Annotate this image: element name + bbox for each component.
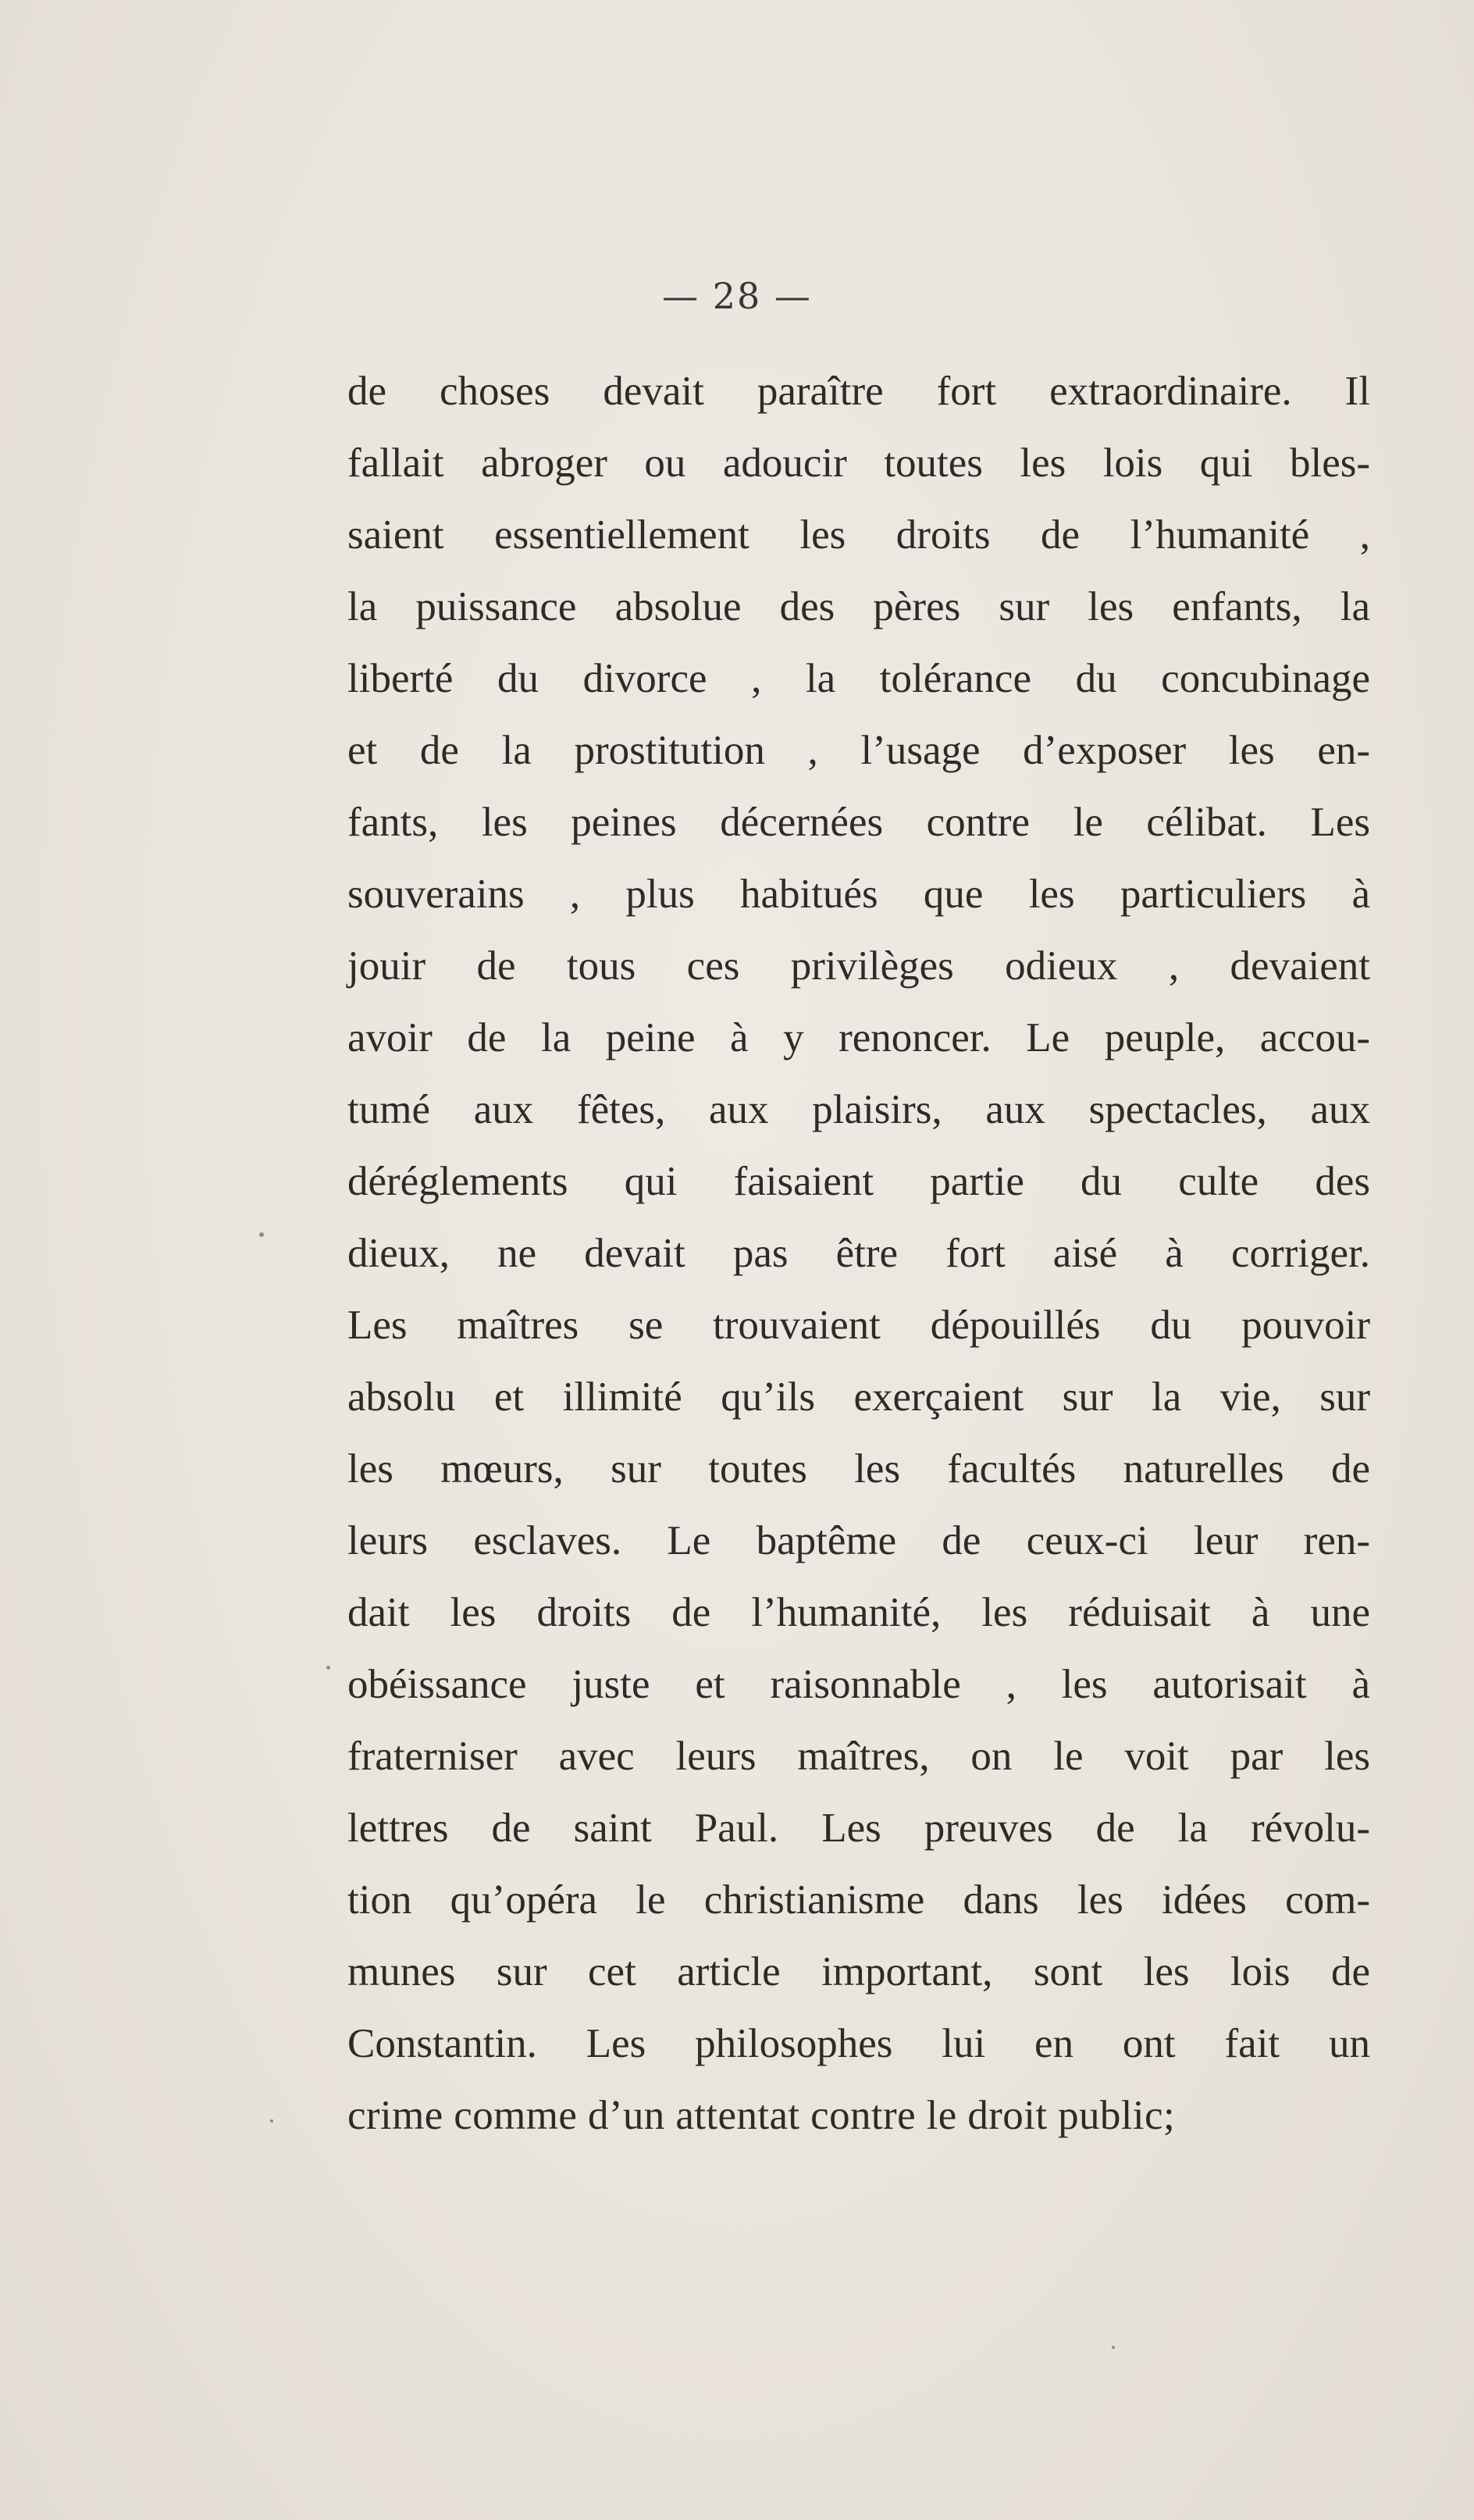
- text-line: dait les droits de l’humanité, les réduisait à une: [347, 1590, 1370, 1635]
- text-line: souverains , plus habitués que les particuliers à: [347, 871, 1370, 917]
- text-line: avoir de la peine à y renoncer. Le peuple, accou-: [347, 1015, 1370, 1060]
- text-line: fallait abroger ou adoucir toutes les lois qui bles-: [347, 440, 1370, 486]
- text-line: jouir de tous ces privilèges odieux , devaient: [347, 943, 1370, 989]
- text-line: déréglements qui faisaient partie du culte des: [347, 1159, 1370, 1204]
- text-line: dieux, ne devait pas être fort aisé à corriger.: [347, 1231, 1370, 1276]
- paper-speck: [259, 1232, 264, 1237]
- text-line: leurs esclaves. Le baptême de ceux-ci leur ren-: [347, 1518, 1370, 1563]
- text-line: de choses devait paraître fort extraordinaire. Il: [347, 369, 1370, 414]
- text-line: fraterniser avec leurs maîtres, on le voit par les: [347, 1734, 1370, 1779]
- text-line: les mœurs, sur toutes les facultés naturelles de: [347, 1446, 1370, 1492]
- text-line: obéissance juste et raisonnable , les autorisait à: [347, 1662, 1370, 1707]
- text-line: liberté du divorce , la tolérance du concubinage: [347, 656, 1370, 701]
- paper-speck: [1112, 2346, 1115, 2349]
- page-number: — 28 —: [662, 275, 812, 317]
- text-line: saient essentiellement les droits de l’humanité ,: [347, 512, 1370, 558]
- text-line: lettres de saint Paul. Les preuves de la révolu-: [347, 1805, 1370, 1851]
- text-line: la puissance absolue des pères sur les enfants, la: [347, 584, 1370, 629]
- text-line: Constantin. Les philosophes lui en ont fait un: [347, 2021, 1370, 2066]
- paper-speck: [326, 1666, 330, 1670]
- text-line: Les maîtres se trouvaient dépouillés du pouvoir: [347, 1303, 1370, 1348]
- text-line: absolu et illimité qu’ils exerçaient sur la vie, sur: [347, 1374, 1370, 1420]
- paper-speck: [270, 2119, 273, 2123]
- text-line: tumé aux fêtes, aux plaisirs, aux spectacles, aux: [347, 1087, 1370, 1132]
- text-line: crime comme d’un attentat contre le droit public;: [347, 2093, 1176, 2138]
- body-text: [347, 355, 1370, 2151]
- text-line: fants, les peines décernées contre le célibat. Les: [347, 800, 1370, 845]
- text-line: et de la prostitution , l’usage d’exposer les en-: [347, 728, 1370, 773]
- text-line: tion qu’opéra le christianisme dans les idées com-: [347, 1877, 1370, 1923]
- text-line: munes sur cet article important, sont les lois de: [347, 1949, 1370, 1994]
